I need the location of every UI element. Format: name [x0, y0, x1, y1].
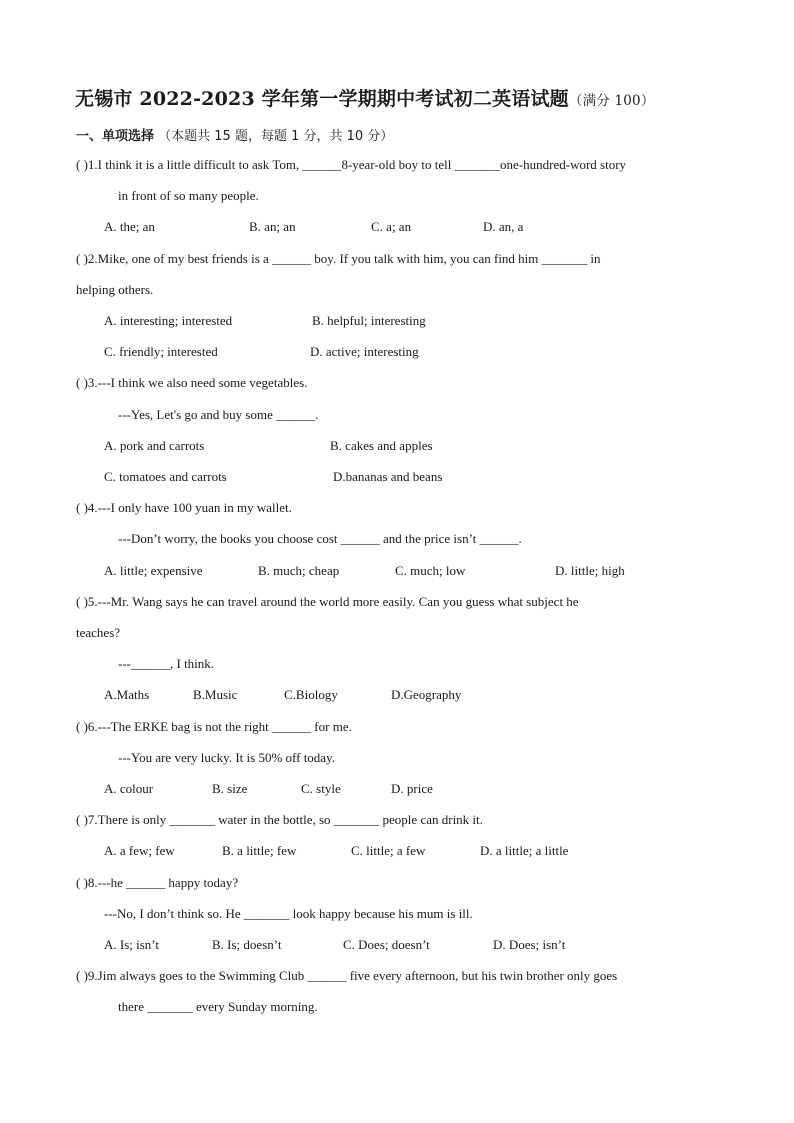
- option-a: A. a few; few: [104, 843, 175, 858]
- question-stem: I think it is a little difficult to ask Tom, ______8-year-old boy to tell _______one-hundred-word story: [97, 157, 627, 172]
- page-title: [75, 84, 655, 111]
- question-6: [76, 719, 676, 735]
- question-stem: ---I only have 100 yuan in my wallet.: [97, 500, 292, 515]
- section-title: 一、单项选择: [76, 129, 155, 144]
- option-d: D. active; interesting: [310, 344, 419, 359]
- question-number: ( )6.: [76, 719, 98, 734]
- option-d: D.Geography: [391, 687, 462, 702]
- option-d: D. a little; a little: [480, 843, 569, 858]
- option-c: C. style: [301, 781, 341, 796]
- option-b: B. a little; few: [222, 843, 297, 858]
- question-number: ( )5.: [76, 594, 98, 609]
- question-stem: Mike, one of my best friends is a ______ boy. If you talk with him, you can find him _______ in: [97, 251, 601, 266]
- option-d: D. an, a: [483, 219, 524, 234]
- question-stem: ---Mr. Wang says he can travel around the world more easily. Can you guess what subject he: [97, 594, 579, 609]
- question-8-continuation: ---No, I don’t think so. He _______ look happy because his mum is ill.: [104, 906, 473, 921]
- question-5-continuation: teaches?: [76, 625, 121, 640]
- option-c: C. a; an: [371, 219, 412, 234]
- question-3-continuation: ---Yes, Let's go and buy some ______.: [118, 407, 319, 422]
- option-c: C. little; a few: [351, 843, 426, 858]
- option-c: C. friendly; interested: [104, 344, 218, 359]
- option-a: A. interesting; interested: [104, 313, 233, 328]
- question-number: ( )1.: [76, 157, 98, 172]
- question-number: ( )3.: [76, 375, 98, 390]
- option-a: A. Is; isn’t: [104, 937, 160, 952]
- option-b: B. cakes and apples: [330, 438, 433, 453]
- question-stem: ---I think we also need some vegetables.: [97, 375, 308, 390]
- question-4-continuation: ---Don’t worry, the books you choose cost ______ and the price isn’t ______.: [118, 531, 522, 546]
- question-5: [76, 594, 676, 610]
- option-a: A. little; expensive: [104, 563, 203, 578]
- option-b: B. an; an: [249, 219, 296, 234]
- question-9: [76, 968, 676, 984]
- question-stem: Jim always goes to the Swimming Club ______ five every afternoon, but his twin brother only goes: [97, 968, 618, 983]
- option-a: A. colour: [104, 781, 154, 796]
- question-3: [76, 375, 676, 391]
- question-stem: ---he ______ happy today?: [97, 875, 239, 890]
- option-b: B. helpful; interesting: [312, 313, 426, 328]
- question-number: ( )2.: [76, 251, 98, 266]
- title-main: 无锡市 2022-2023 学年第一学期期中考试初二英语试题: [75, 88, 569, 110]
- question-number: ( )9.: [76, 968, 98, 983]
- section-note: （本题共 15 题，每题 1 分，共 10 分）: [158, 129, 394, 144]
- section-heading: [76, 125, 393, 144]
- question-7: [76, 812, 676, 828]
- option-c: C. much; low: [395, 563, 466, 578]
- question-8: [76, 875, 676, 891]
- question-5-answer-line: ---______, I think.: [118, 656, 215, 671]
- question-9-continuation: there _______ every Sunday morning.: [118, 999, 318, 1014]
- question-stem: There is only _______ water in the bottle, so _______ people can drink it.: [97, 812, 483, 827]
- question-2-continuation: helping others.: [76, 282, 154, 297]
- question-number: ( )8.: [76, 875, 98, 890]
- option-b: B.Music: [193, 687, 238, 702]
- option-d: D.bananas and beans: [333, 469, 443, 484]
- question-1: [76, 157, 676, 173]
- question-1-continuation: in front of so many people.: [118, 188, 259, 203]
- option-c: C. Does; doesn’t: [343, 937, 430, 952]
- option-b: B. Is; doesn’t: [212, 937, 282, 952]
- option-c: C. tomatoes and carrots: [104, 469, 227, 484]
- option-a: A. the; an: [104, 219, 155, 234]
- question-stem: ---The ERKE bag is not the right ______ for me.: [97, 719, 352, 734]
- option-d: D. price: [391, 781, 433, 796]
- question-6-continuation: ---You are very lucky. It is 50% off today.: [118, 750, 335, 765]
- title-score-note: （满分 100）: [568, 93, 655, 109]
- option-d: D. Does; isn’t: [493, 937, 566, 952]
- option-b: B. much; cheap: [258, 563, 340, 578]
- option-c: C.Biology: [284, 687, 338, 702]
- option-a: A. pork and carrots: [104, 438, 205, 453]
- question-2: [76, 251, 676, 267]
- option-d: D. little; high: [555, 563, 625, 578]
- question-4: [76, 500, 676, 516]
- question-number: ( )4.: [76, 500, 98, 515]
- option-a: A.Maths: [104, 687, 150, 702]
- option-b: B. size: [212, 781, 248, 796]
- question-number: ( )7.: [76, 812, 98, 827]
